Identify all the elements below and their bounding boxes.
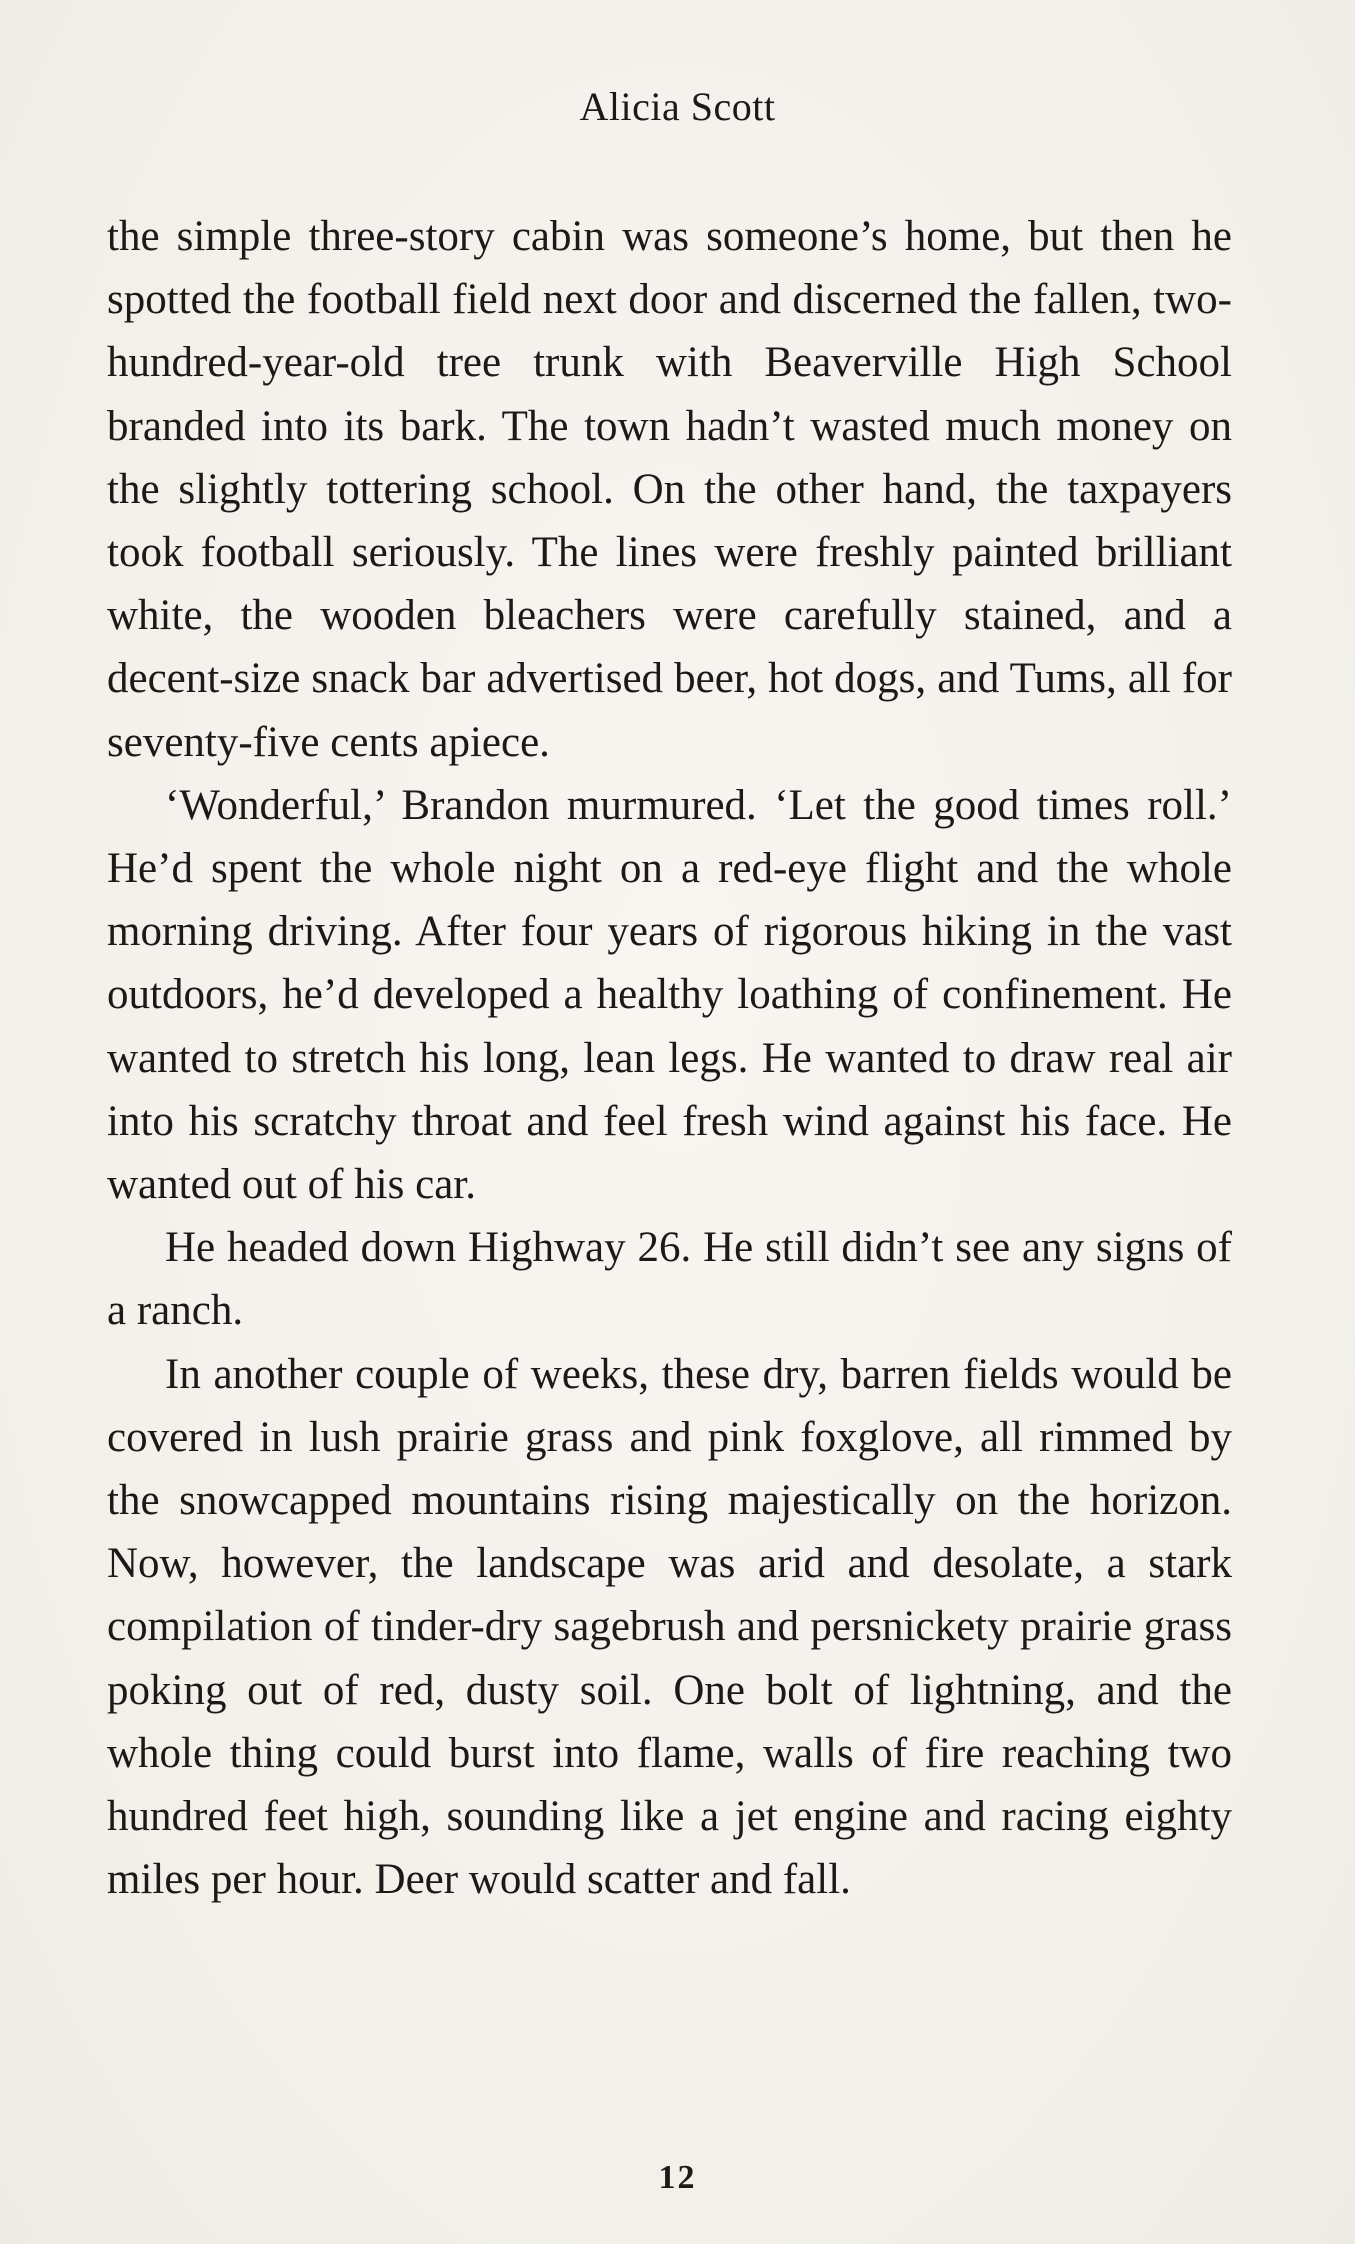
paragraph: the simple three-story cabin was someone’s home, but then he spotted the football field next door and discerned the fallen, two-hundred-year-old tree trunk with Beaverville High School branded into its bark. The town hadn’t wasted much money on the slightly tottering school. On the other hand, the taxpayers took football seriously. The lines were freshly painted brilliant white, the wooden bleachers were carefully stained, and a decent-size snack bar advertised beer, hot dogs, and Tums, all for seventy-five cents apiece. <box>107 213 1232 766</box>
paragraph: In another couple of weeks, these dry, barren fields would be covered in lush prairie grass and pink foxglove, all rimmed by the snowcapped mountains rising majestically on the horizon. Now, however, the landscape was arid and desolate, a stark compilation of tinder-dry sagebrush and persnickety prairie grass poking out of red, dusty soil. One bolt of lightning, and the whole thing could burst into flame, walls of fire reaching two hundred feet high, sounding like a jet engine and racing eighty miles per hour. Deer would scatter and fall. <box>107 1350 1232 1904</box>
running-head: Alicia Scott <box>579 84 776 129</box>
body-text <box>107 205 1232 1911</box>
paragraph: ‘Wonderful,’ Brandon murmured. ‘Let the good times roll.’ He’d spent the whole night on a red-eye flight and the whole morning driving. After four years of rigorous hiking in the vast outdoors, he’d developed a healthy loathing of confinement. He wanted to stretch his long, lean legs. He wanted to draw real air into his scratchy throat and feel fresh wind against his face. He wanted out of his car. <box>107 781 1232 1209</box>
paragraph: He headed down Highway 26. He still didn’t see any signs of a ranch. <box>107 1224 1232 1335</box>
page-number: 12 <box>658 2159 697 2196</box>
